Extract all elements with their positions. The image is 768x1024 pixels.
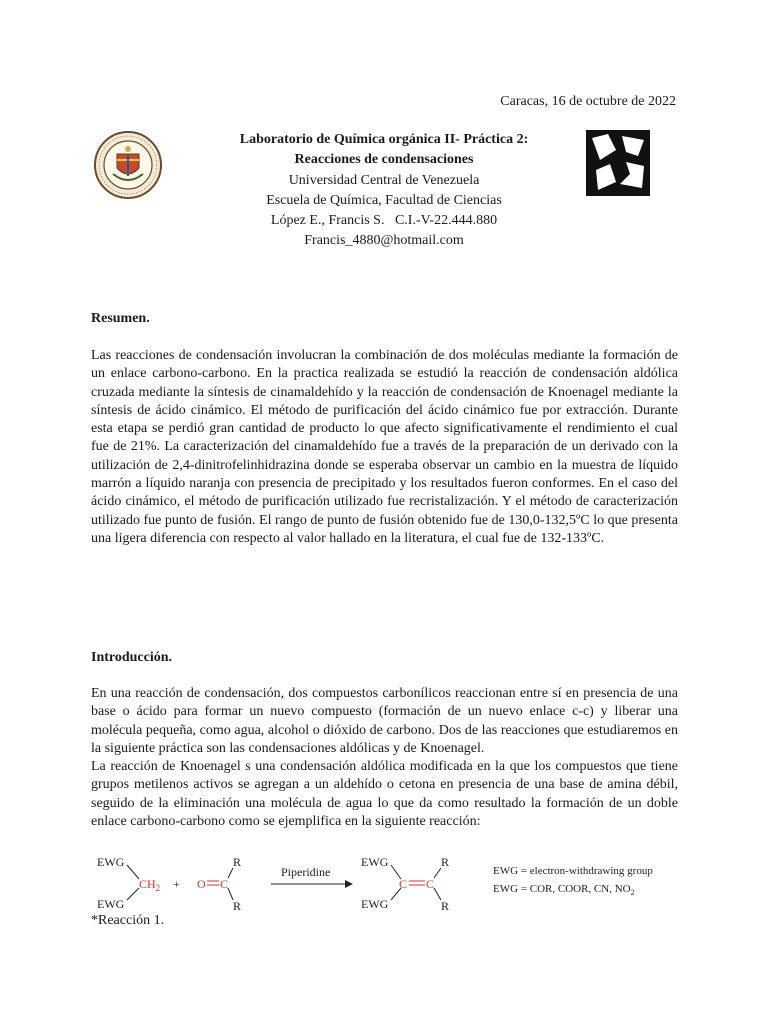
oxygen-label: O: [197, 877, 206, 891]
introduccion-body: [91, 685, 678, 831]
introduccion-paragraph-2: La reacción de Knoenagel s una condensación aldólica modificada en la que los compuestos que tiene grupos metilenos activos se agregan a un aldehído o cetona en presencia de una base de amina débil, seguido de la eliminación una molécula de agua lo que da como resultado la formación de un doble enlace carbono-carbono como se ejemplifica en la siguiente reacción:: [91, 759, 678, 830]
plus-sign: +: [173, 877, 180, 891]
knoevenagel-reaction-scheme: [95, 848, 675, 914]
resumen-heading: Resumen.: [91, 311, 150, 326]
carbon-label: C: [426, 877, 435, 891]
ewg-label: EWG: [361, 855, 389, 869]
school-name: Escuela de Química, Facultad de Ciencias: [266, 192, 502, 208]
document-header: [0, 130, 768, 252]
ewg-label: EWG: [97, 897, 125, 911]
resumen-body: [91, 347, 678, 548]
r-label: R: [233, 899, 242, 913]
introduccion-heading: Introducción.: [91, 650, 173, 665]
r-label: R: [441, 899, 450, 913]
ewg-label: EWG: [361, 897, 389, 911]
ewg-legend-2: EWG = COR, COOR, CN, $NO_2$: [493, 883, 635, 897]
ewg-legend-1: EWG = electron-withdrawing group: [493, 865, 653, 877]
ewg-label: EWG: [97, 855, 125, 869]
introduccion-paragraph-1: En una reacción de condensación, dos compuestos carbonílicos reaccionan entre sí en presencia de una base o ácido para formar un nuevo compuesto (formación de un nuevo enlace c-c) y liberar una molécula pequeña, como agua, alcohol o dióxido de carbono. Dos de las reacciones que estudiaremos en la siguiente práctica son las condensaciones aldólicas y de Knoenagel.: [91, 686, 678, 756]
carbon-label: C: [220, 877, 229, 891]
document-title: Laboratorio de Química orgánica II- Práctica 2:: [239, 132, 529, 147]
ch2-label: $CH_2$: [139, 877, 161, 893]
r-label: R: [233, 855, 242, 869]
reagent-label: Piperidine: [281, 865, 331, 879]
reaction-caption: *Reacción 1.: [91, 913, 165, 928]
document-date: Caracas, 16 de octubre de 2022: [500, 94, 676, 109]
author-email: Francis_4880@hotmail.com: [304, 233, 464, 249]
carbon-label: C: [399, 877, 408, 891]
university-name: Universidad Central de Venezuela: [288, 172, 480, 188]
resumen-paragraph: Las reacciones de condensación involucran la combinación de dos moléculas mediante la formación de un enlace carbono-carbono. En la practica realizada se estudió la reacción de condensación aldólica cruzada mediante la síntesis de cinamaldehído y la reacción de condensación de Knoenagel mediante la síntesis de ácido cinámico. El método de purificación del ácido cinámico fue por extracción. Durante esta etapa se perdió gran cantidad de producto lo que afecto significativamente el rendimiento el cual fue de 21%. La caracterización del cinamaldehído fue a través de la preparación de un derivado con la utilización de 2,4-dinitrofelinhidrazina donde se esperaba observar un cambio en la muestra de líquido marrón a líquido naranja con presencia de precipitado y los resultados fueron conformes. En el caso del ácido cinámico, el método de purificación utilizado fue recristalización. Y el método de caracterización utilizado fue punto de fusión. El rango de punto de fusión obtenido fue de 130,0-132,5ºC lo que presenta una ligera diferencia con respecto al valor hallado en la literatura, el cual fue de 132-133ºC.: [91, 348, 678, 546]
r-label: R: [441, 855, 450, 869]
document-subtitle: Reacciones de condensaciones: [294, 152, 474, 168]
author-line: López E., Francis S. C.I.-V-22.444.880: [270, 213, 498, 229]
